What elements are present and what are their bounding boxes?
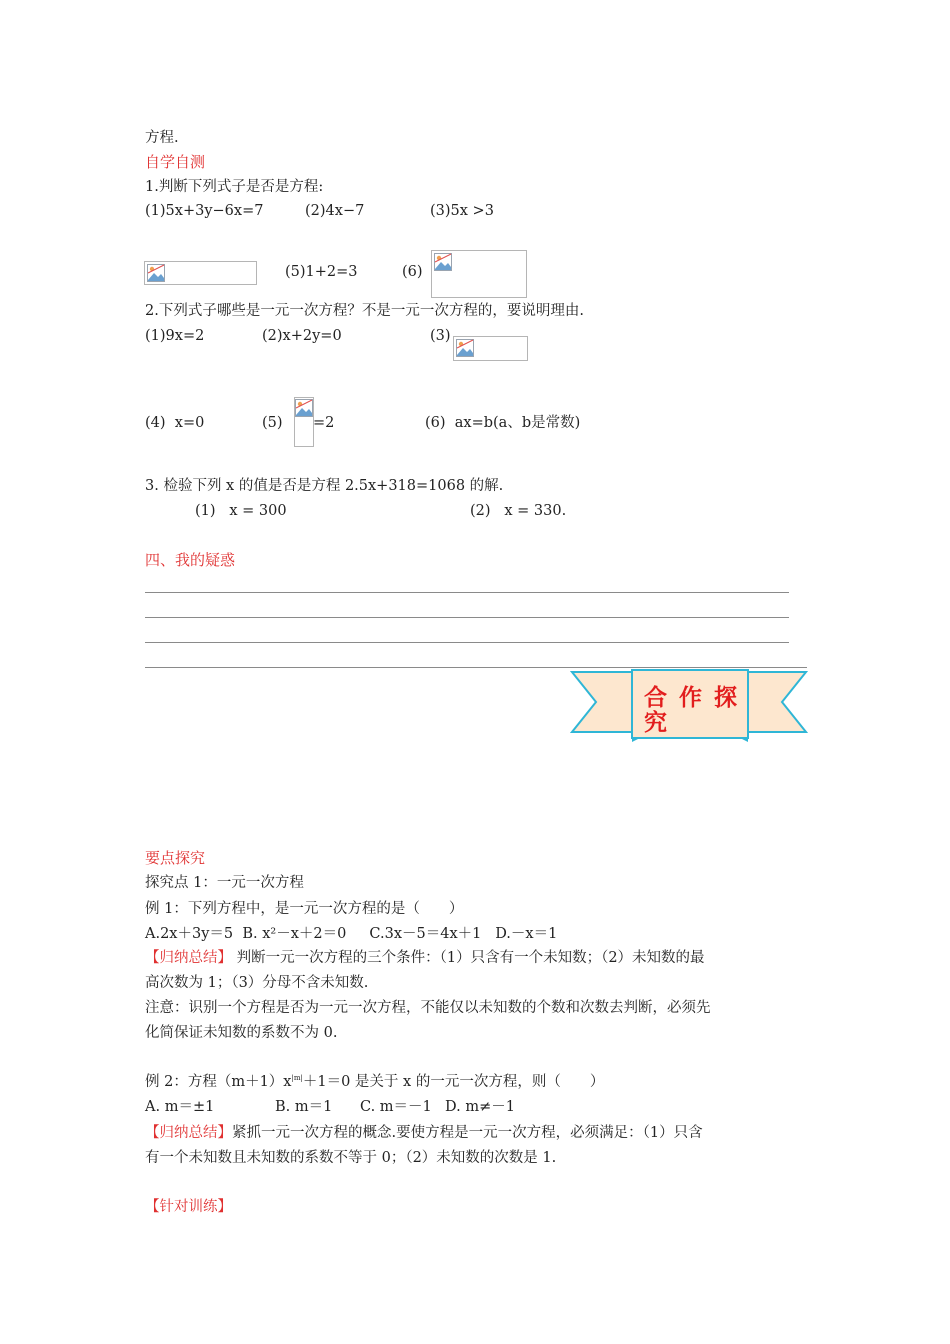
key-points-heading: 要点探究	[145, 849, 206, 867]
q2-item-6-expr: ax=b(a、b是常数)	[454, 415, 581, 431]
q2-item-5-image	[294, 397, 314, 447]
q2-item-1-expr: 9x=2	[165, 328, 205, 344]
q2-item-2	[262, 329, 342, 344]
summary1-line1	[145, 951, 705, 966]
q2-item-1-num: (1)	[145, 328, 166, 344]
answer-line	[145, 642, 789, 643]
q1-item-3-num: (3)	[430, 203, 451, 219]
point1-title: 探究点 1：一元一次方程	[145, 875, 304, 891]
q1-item-6-image	[431, 250, 527, 298]
summary2-line1	[145, 1126, 703, 1141]
q3-item-1	[195, 504, 287, 519]
q3-stem: 3. 检验下列 x 的值是否是方程 2.5x+318=1068 的解.	[145, 478, 504, 494]
example2-stem-after: ＋1＝0 是关于 x 的一元一次方程，则（ ）	[302, 1074, 605, 1090]
example2-option-b: B. m＝1	[275, 1099, 333, 1115]
q3-item-1-num: (1)	[195, 503, 216, 519]
q2-item-3-num: (3)	[430, 328, 451, 344]
q1-stem: 1.判断下列式子是否是方程:	[145, 179, 324, 195]
banner-label: 合 作 探 究	[644, 685, 740, 736]
note-line2: 化简保证未知数的系数不为 0.	[145, 1025, 338, 1041]
summary2-tag: 【归纳总结】	[145, 1125, 232, 1141]
q1-item-1-num: (1)	[145, 203, 166, 219]
example2-stem-before: 例 2：方程（m＋1）x	[145, 1074, 292, 1090]
example1-option-d: D.－x＝1	[495, 926, 558, 942]
q2-item-5-num: (5)	[262, 415, 283, 431]
broken-image-icon	[147, 264, 165, 282]
q1-item-3-expr: 5x >3	[450, 203, 494, 219]
example1-option-b: B. x²－x＋2＝0	[242, 926, 347, 942]
q2-item-6	[425, 416, 580, 431]
example2-stem	[145, 1075, 604, 1090]
example1-options	[145, 927, 557, 942]
q3-item-2-num: (2)	[470, 503, 491, 519]
broken-image-icon	[434, 253, 452, 271]
q3-item-2	[470, 504, 566, 519]
summary2-text: 紧抓一元一次方程的概念.要使方程是一元一次方程，必须满足：（1）只含	[232, 1125, 703, 1141]
example1-option-a: A.2x＋3y＝5	[145, 926, 234, 942]
q1-item-5-expr: 1+2=3	[305, 264, 358, 280]
answer-line	[145, 617, 789, 618]
summary1-text: 判断一元一次方程的三个条件：（1）只含有一个未知数；（2）未知数的最	[236, 950, 705, 966]
broken-image-icon	[456, 339, 474, 357]
example1-option-c: C.3x－5＝4x＋1	[369, 926, 482, 942]
q1-item-5	[285, 265, 358, 280]
q2-item-4	[145, 416, 204, 431]
example1-stem: 例 1：下列方程中，是一元一次方程的是（ ）	[145, 901, 464, 917]
q1-item-2-expr: 4x−7	[325, 203, 365, 219]
summary1-tag: 【归纳总结】	[145, 950, 232, 966]
q1-item-5-num: (5)	[285, 264, 306, 280]
q2-item-4-expr: x=0	[174, 415, 205, 431]
q1-item-2-num: (2)	[305, 203, 326, 219]
self-test-heading: 自学自测	[145, 153, 206, 171]
q3-item-2-expr: x = 330.	[504, 503, 567, 519]
broken-image-icon	[295, 399, 313, 417]
intro-continuation: 方程.	[145, 130, 179, 146]
summary1-line2: 高次数为 1；（3）分母不含未知数.	[145, 975, 369, 991]
q2-item-3-image	[453, 336, 528, 361]
q1-item-3	[430, 204, 494, 219]
q1-item-1-expr: 5x+3y−6x=7	[165, 203, 264, 219]
example2-option-a: A. m＝±1	[145, 1099, 215, 1115]
q1-item-4-image	[144, 261, 257, 285]
cooperative-inquiry-banner	[570, 666, 810, 746]
q1-item-6-num: (6)	[402, 264, 423, 280]
q3-item-1-expr: x = 300	[229, 503, 287, 519]
example2-option-d: D. m≠－1	[445, 1099, 515, 1115]
summary2-line2: 有一个未知数且未知数的系数不等于 0；（2）未知数的次数是 1.	[145, 1150, 557, 1166]
note-line1: 注意：识别一个方程是否为一元一次方程，不能仅以未知数的个数和次数去判断，必须先	[145, 1000, 711, 1016]
q1-item-2	[305, 204, 364, 219]
q2-item-4-num: (4)	[145, 415, 166, 431]
q2-item-5-suffix: =2	[313, 415, 335, 431]
q2-item-1	[145, 329, 204, 344]
example2-option-c: C. m＝－1	[360, 1099, 432, 1115]
q1-item-1	[145, 204, 263, 219]
q2-item-2-num: (2)	[262, 328, 283, 344]
q2-item-6-num: (6)	[425, 415, 446, 431]
q2-stem: 2.下列式子哪些是一元一次方程？不是一元一次方程的，要说明理由.	[145, 303, 584, 319]
answer-line	[145, 592, 789, 593]
training-tag: 【针对训练】	[145, 1199, 232, 1215]
q2-item-2-expr: x+2y=0	[282, 328, 342, 344]
doubts-heading: 四、我的疑惑	[145, 551, 236, 569]
example2-exponent: |m|	[291, 1074, 303, 1082]
